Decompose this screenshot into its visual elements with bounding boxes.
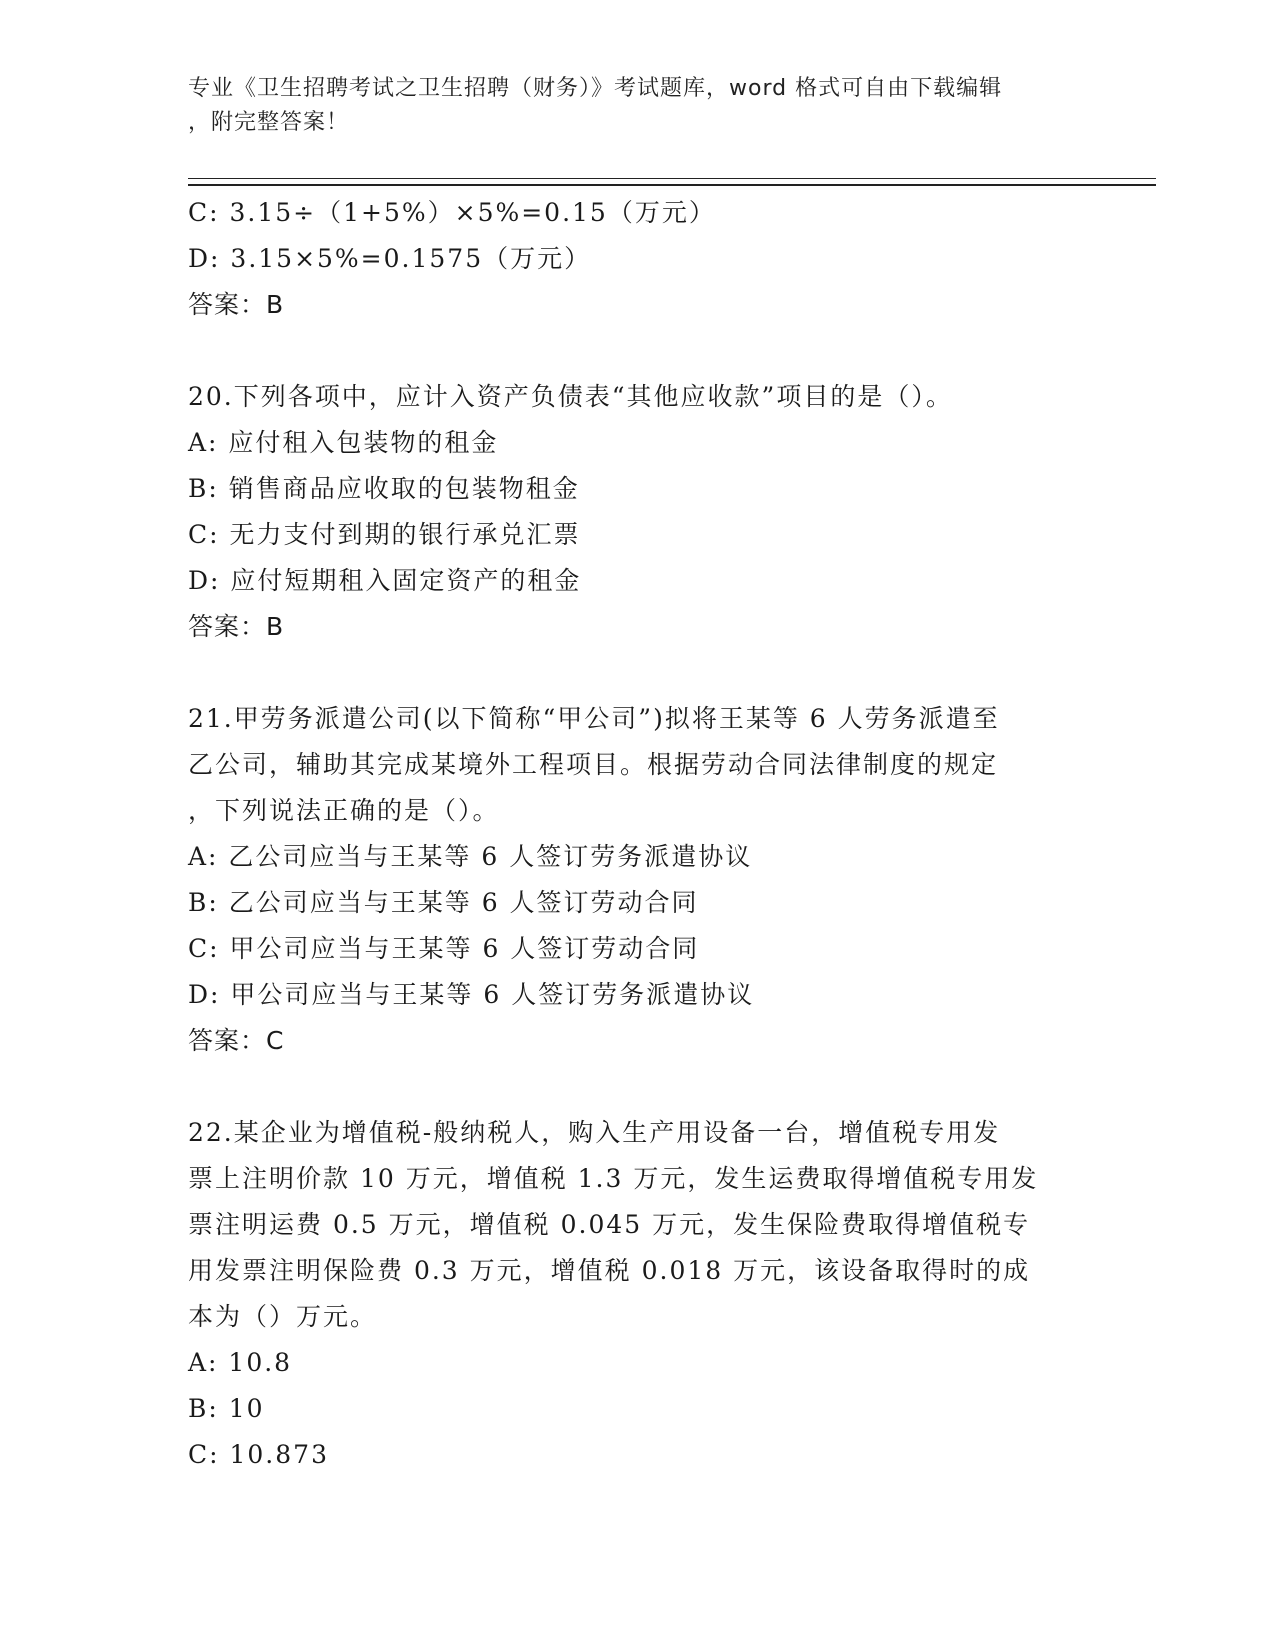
answer-line: 答案：C	[188, 1026, 285, 1055]
header-line-1: 专业《卫生招聘考试之卫生招聘（财务）》考试题库，word 格式可自由下载编辑	[188, 76, 1003, 101]
option-d: D: 应付短期租入固定资产的租金	[188, 566, 582, 595]
option-b: B: 乙公司应当与王某等 6 人签订劳动合同	[188, 888, 699, 917]
option-d: D: 甲公司应当与王某等 6 人签订劳务派遣协议	[188, 980, 755, 1009]
question-22	[188, 1110, 1088, 1478]
answer-line: 答案：B	[188, 290, 285, 319]
question-stem: 20.下列各项中，应计入资产负债表“其他应收款”项目的是（）。	[188, 382, 953, 411]
option-c: C: 甲公司应当与王某等 6 人签订劳动合同	[188, 934, 700, 963]
option-c: C: 无力支付到期的银行承兑汇票	[188, 520, 581, 549]
question-20	[188, 374, 1088, 650]
question-21	[188, 696, 1088, 1064]
question-stem: ，下列说法正确的是（）。	[188, 796, 500, 825]
question-stem: 本为（）万元。	[188, 1302, 378, 1331]
question-stem: 票上注明价款 10 万元，增值税 1.3 万元，发生运费取得增值税专用发	[188, 1164, 1039, 1193]
option-b: B: 10	[188, 1394, 265, 1423]
question-stem: 22.某企业为增值税-般纳税人，购入生产用设备一台，增值税专用发	[188, 1118, 1001, 1147]
question-stem: 用发票注明保险费 0.3 万元，增值税 0.018 万元，该设备取得时的成	[188, 1256, 1031, 1285]
page-header	[188, 72, 1088, 140]
option-a: A: 应付租入包装物的租金	[188, 428, 499, 457]
header-line-2: ，附完整答案！	[188, 110, 350, 135]
previous-question-tail	[188, 190, 1088, 328]
header-divider-thin	[188, 178, 1156, 179]
option-c: C: 3.15÷（1+5%）×5%=0.15（万元）	[188, 198, 716, 227]
option-a: A: 10.8	[188, 1348, 293, 1377]
option-b: B: 销售商品应收取的包装物租金	[188, 474, 580, 503]
question-stem: 票注明运费 0.5 万元，增值税 0.045 万元，发生保险费取得增值税专	[188, 1210, 1031, 1239]
option-d: D: 3.15×5%=0.1575（万元）	[188, 244, 592, 273]
document-body	[188, 190, 1088, 1478]
option-a: A: 乙公司应当与王某等 6 人签订劳务派遣协议	[188, 842, 753, 871]
option-c: C: 10.873	[188, 1440, 329, 1469]
question-stem: 21.甲劳务派遣公司(以下简称“甲公司”)拟将王某等 6 人劳务派遣至	[188, 704, 1000, 733]
header-divider-thick	[188, 184, 1156, 186]
question-stem: 乙公司，辅助其完成某境外工程项目。根据劳动合同法律制度的规定	[188, 750, 999, 779]
answer-line: 答案：B	[188, 612, 285, 641]
